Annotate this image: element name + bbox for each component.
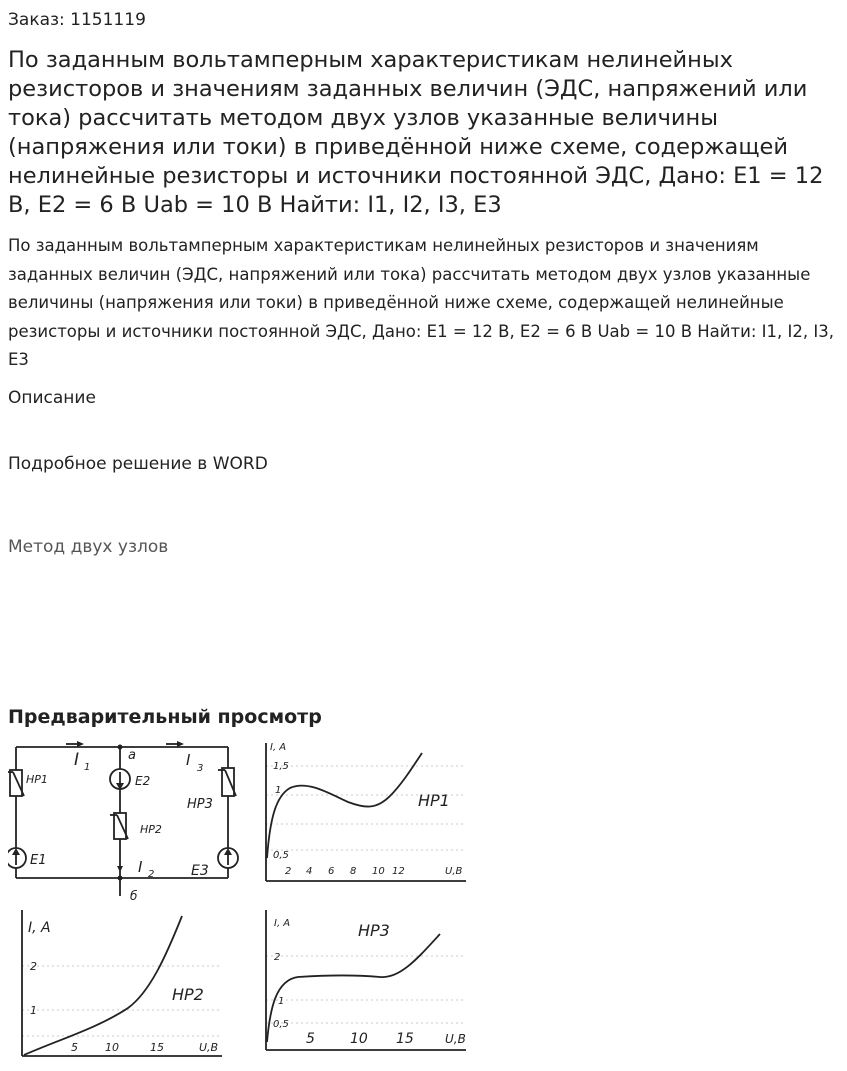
e3-label: E3 <box>191 863 209 879</box>
i2-label: I <box>138 858 143 876</box>
i1-label: I <box>74 750 80 770</box>
hp1-xtick-5: 10 <box>372 866 385 877</box>
hp3-ylabel: I, A <box>274 918 291 929</box>
method-text: Метод двух узлов <box>8 537 169 557</box>
hp1-xtick-2: 4 <box>306 866 313 877</box>
hp1-xtick-1: 2 <box>285 866 292 877</box>
hp1-xtick-4: 8 <box>350 866 357 877</box>
task-description: По заданным вольтамперным характеристикам нелинейных резисторов и значениям заданных величин (ЭДС, напряжений или тока) рассчитать методом двух узлов указанные величины (напряжения или токи) в приведённой ниже схеме, содержащей нелинейные резисторы и источники постоянной ЭДС, Дано: E1 = 12 В, E2 = 6 В Uab = 10 В Найти: I1, I2, I3, E3 <box>8 236 834 370</box>
order-number: Заказ: 1151119 <box>8 10 146 30</box>
e1-label: E1 <box>30 853 47 868</box>
hp2-xtick-3: 15 <box>150 1041 164 1054</box>
hp1-ytick-2: 1 <box>275 785 282 796</box>
hp1-xlabel: U,B <box>445 866 463 877</box>
hp1-xtick-6: 12 <box>392 866 405 877</box>
hp2-xtick-2: 10 <box>105 1041 119 1054</box>
e2-label: E2 <box>135 774 151 788</box>
hp2-xlabel: U,B <box>199 1041 219 1054</box>
hp3-circuit-label: HP3 <box>187 797 213 812</box>
i3-subscript: 3 <box>197 763 204 774</box>
i1-subscript: 1 <box>84 762 91 773</box>
hp2-graph-name: HP2 <box>172 985 204 1004</box>
hp3-ytick-3: 0,5 <box>273 1019 289 1030</box>
hp3-xtick-3: 15 <box>396 1031 414 1047</box>
hp3-graph-name: HP3 <box>358 921 390 940</box>
hp1-ylabel: I, A <box>270 742 287 753</box>
description-label: Описание <box>8 388 96 408</box>
hp2-ytick-2: 1 <box>30 1004 37 1017</box>
hp3-ytick-1: 2 <box>274 952 281 963</box>
hp3-xtick-2: 10 <box>350 1031 368 1047</box>
hp1-circuit-label: HP1 <box>26 773 48 786</box>
node-b-label: б <box>130 889 138 903</box>
preview-heading: Предварительный просмотр <box>8 706 322 728</box>
hp2-ytick-1: 2 <box>30 960 37 973</box>
hp1-xtick-3: 6 <box>328 866 335 877</box>
hp3-ytick-2: 1 <box>278 996 285 1007</box>
i2-subscript: 2 <box>148 869 155 880</box>
detail-text: Подробное решение в WORD <box>8 454 268 474</box>
preview-scan-image <box>8 738 470 1062</box>
hp2-ylabel: I, A <box>28 920 51 936</box>
hp3-xtick-1: 5 <box>306 1031 315 1047</box>
hp3-xlabel: U,B <box>445 1032 466 1046</box>
hp1-ytick-3: 0,5 <box>273 850 289 861</box>
i3-label: I <box>186 751 191 769</box>
hp2-xtick-1: 5 <box>71 1041 78 1054</box>
hp1-graph-name: HP1 <box>418 791 450 810</box>
page-title: По заданным вольтамперным характеристикам нелинейных резисторов и значениям заданных величин (ЭДС, напряжений или тока) рассчитать методом двух узлов указанные величины (напряжения или токи) в приведённой ниже схеме, содержащей нелинейные резисторы и источники постоянной ЭДС, Дано: E1 = 12 В, E2 = 6 В Uab = 10 В Найти: I1, I2, I3, E3 <box>8 47 824 218</box>
hp1-ytick-1: 1,5 <box>273 761 289 772</box>
node-a-label: a <box>128 748 136 763</box>
hp2-circuit-label: HP2 <box>140 823 162 836</box>
